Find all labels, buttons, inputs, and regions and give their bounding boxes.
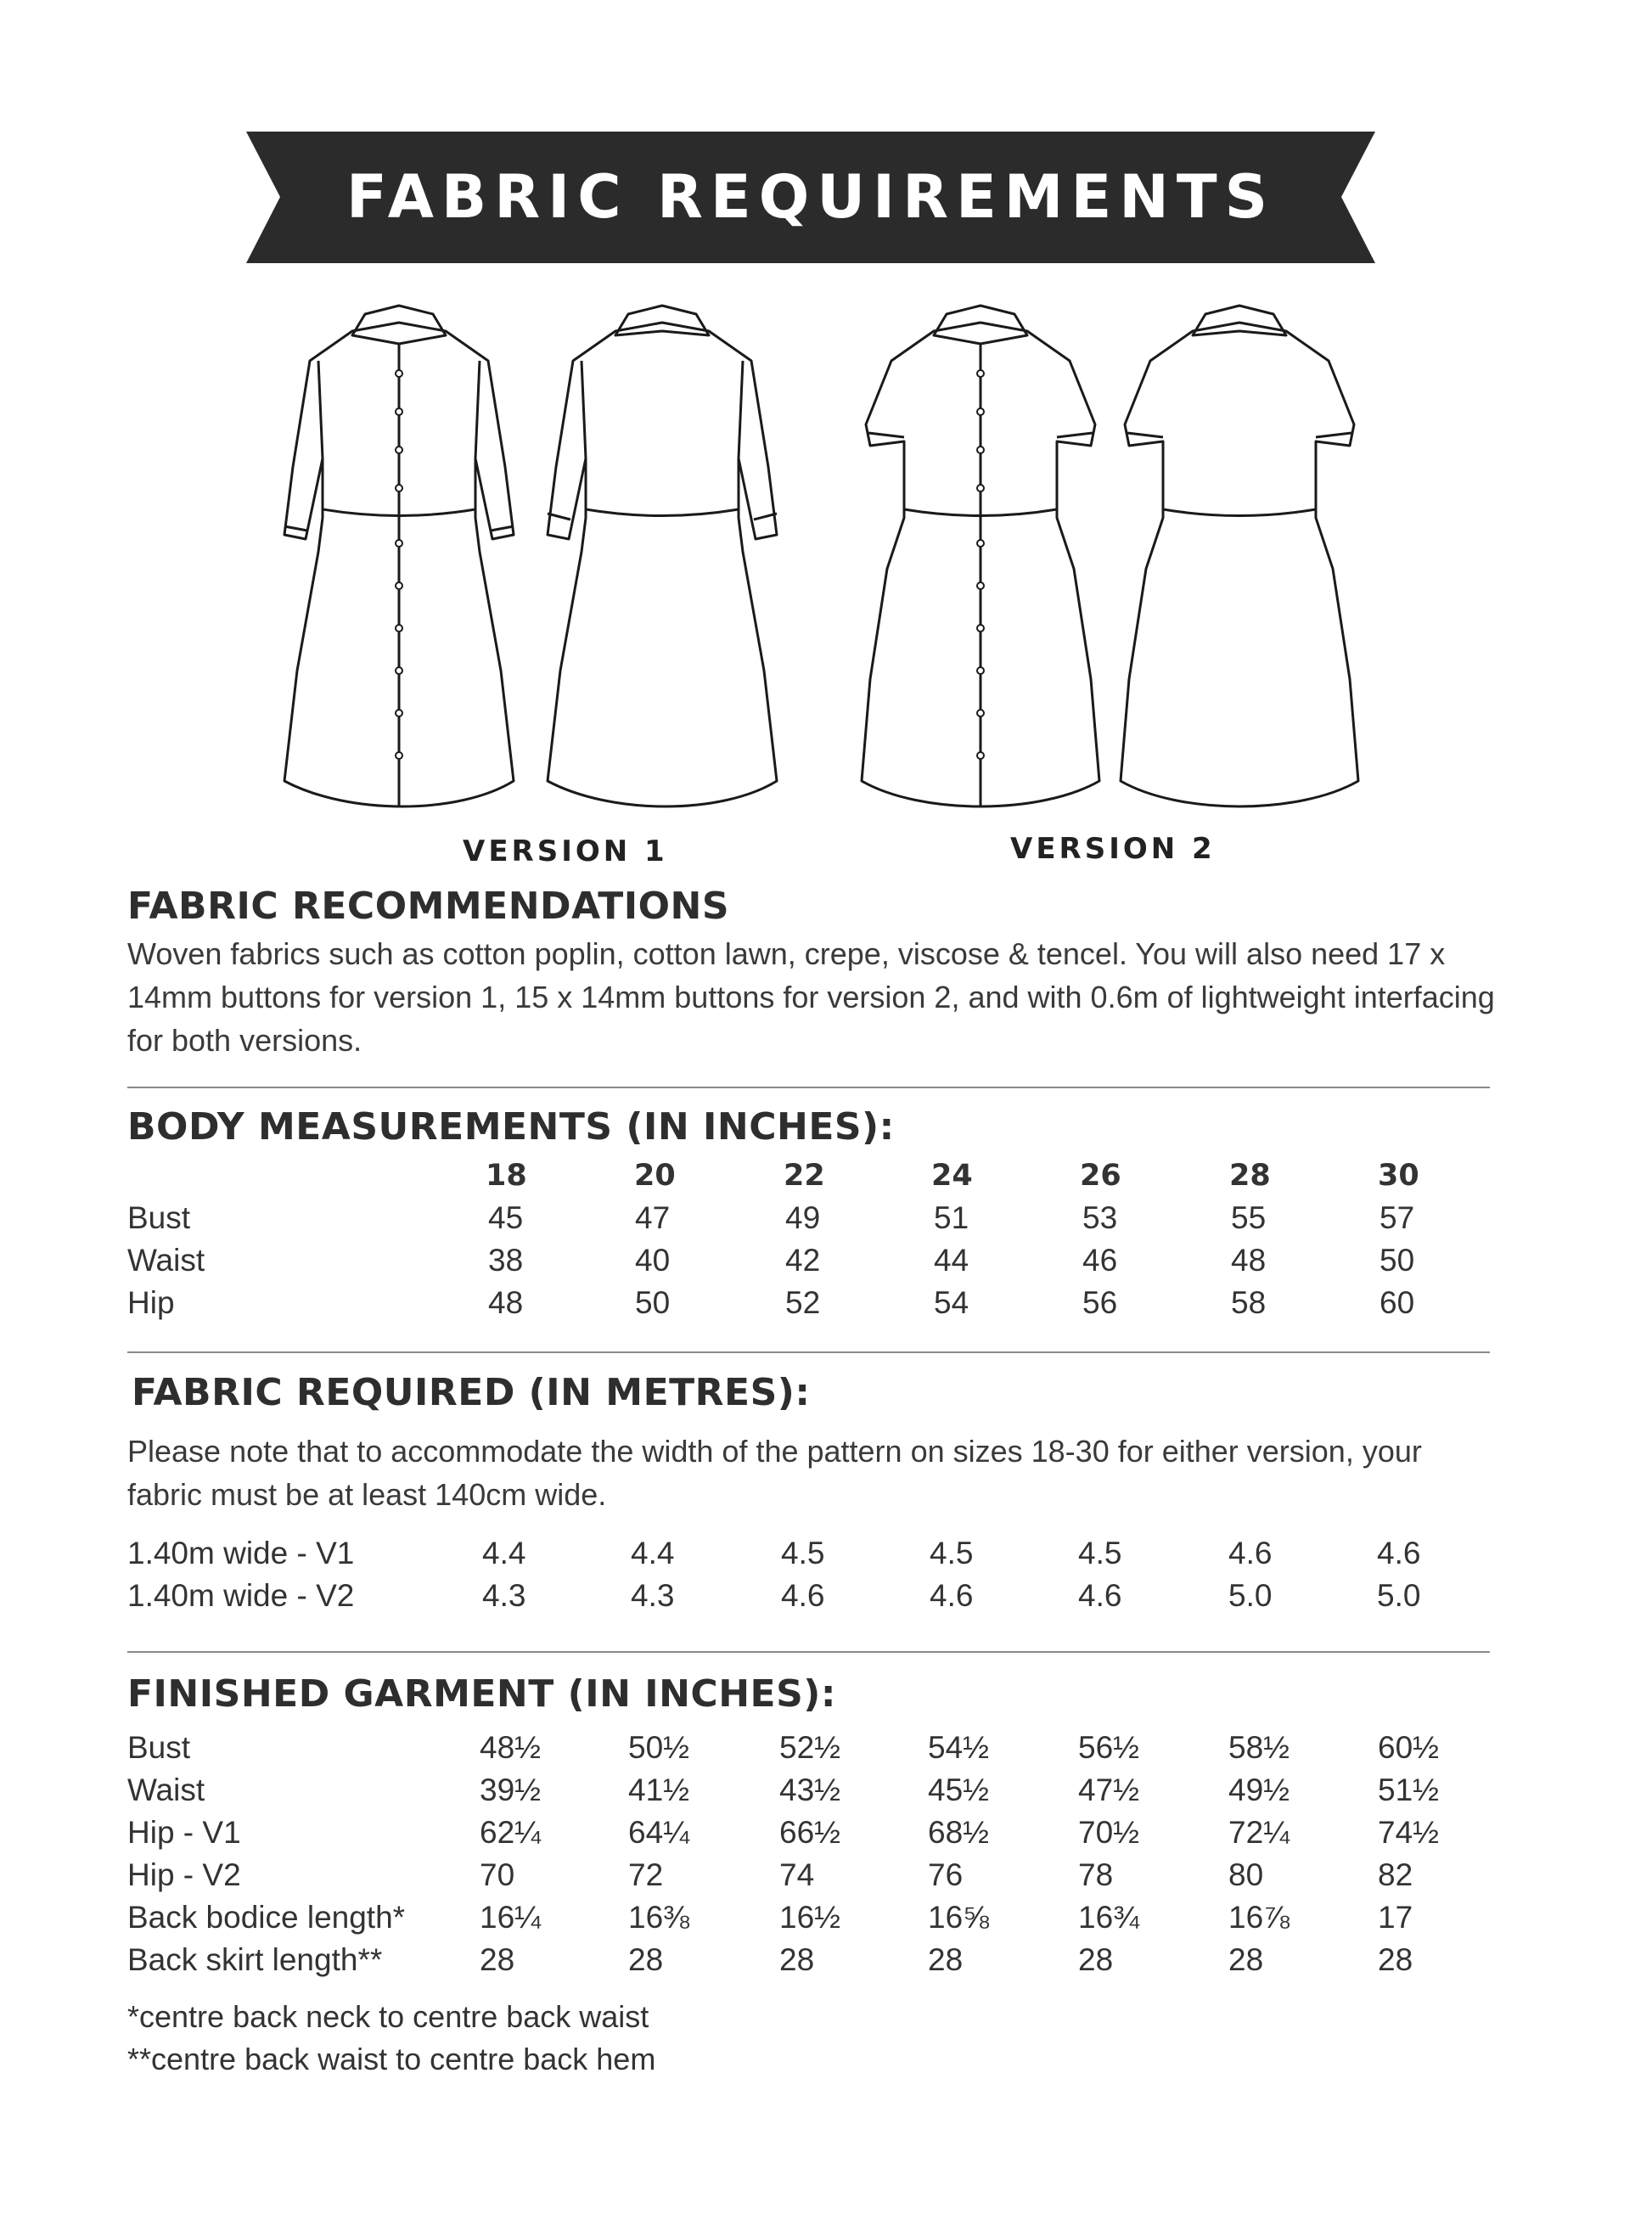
table-cell: 51 (934, 1200, 969, 1235)
table-cell: 48 (1231, 1243, 1267, 1278)
row-label: Hip - V1 (127, 1815, 241, 1850)
row-label: Hip (127, 1285, 175, 1320)
size-18: 18 (486, 1159, 527, 1193)
table-cell: 55 (1231, 1200, 1267, 1235)
table-cell: 74½ (1378, 1815, 1440, 1850)
table-row (0, 1942, 1652, 1985)
table-cell: 76 (928, 1857, 964, 1892)
page-title: FABRIC REQUIREMENTS (346, 162, 1276, 232)
table-row (0, 1536, 1652, 1578)
table-cell: 52½ (779, 1730, 841, 1765)
table-cell: 4.3 (631, 1578, 675, 1613)
table-cell: 50½ (628, 1730, 690, 1765)
table-cell: 16⅜ (628, 1900, 690, 1935)
table-cell: 28 (779, 1942, 815, 1977)
size-28: 28 (1229, 1159, 1271, 1193)
table-cell: 16¾ (1078, 1900, 1140, 1935)
table-cell: 28 (1228, 1942, 1264, 1977)
row-label: Waist (127, 1773, 205, 1807)
dress-v2-back-illustration (1112, 297, 1367, 832)
fabric-recommendations-text: Woven fabrics such as cotton poplin, cotton lawn, crepe, viscose & tencel. You will also need 17 x 14mm buttons for version 1, 15 x 14mm buttons for version 2, and with 0.6m of lightweight interfacing for both versions. (127, 936, 1495, 1058)
table-cell: 60½ (1378, 1730, 1440, 1765)
table-cell: 16⅞ (1228, 1900, 1290, 1935)
table-cell: 56 (1082, 1285, 1118, 1320)
table-row (0, 1773, 1652, 1815)
table-cell: 78 (1078, 1857, 1114, 1892)
table-cell: 47½ (1078, 1773, 1140, 1807)
table-cell: 38 (488, 1243, 524, 1278)
table-cell: 48½ (480, 1730, 542, 1765)
table-row (0, 1578, 1652, 1621)
row-label: Bust (127, 1200, 191, 1235)
dress-v1-front-illustration (272, 297, 526, 832)
footnote-bodice: *centre back neck to centre back waist (127, 1999, 649, 2034)
fabric-recommendations-heading: FABRIC RECOMMENDATIONS (127, 885, 730, 928)
table-cell: 28 (928, 1942, 964, 1977)
table-cell: 72¼ (1228, 1815, 1290, 1850)
table-cell: 62¼ (480, 1815, 542, 1850)
table-cell: 48 (488, 1285, 524, 1320)
footnote-skirt: **centre back waist to centre back hem (127, 2042, 656, 2076)
table-cell: 49½ (1228, 1773, 1290, 1807)
table-cell: 66½ (779, 1815, 841, 1850)
size-header-row (0, 1159, 1652, 1201)
table-cell: 4.4 (482, 1536, 526, 1570)
table-cell: 4.6 (1377, 1536, 1421, 1570)
table-cell: 44 (934, 1243, 969, 1278)
table-cell: 4.6 (781, 1578, 825, 1613)
table-cell: 58 (1231, 1285, 1267, 1320)
size-22: 22 (784, 1159, 825, 1193)
table-cell: 70 (480, 1857, 515, 1892)
table-cell: 56½ (1078, 1730, 1140, 1765)
table-cell: 50 (635, 1285, 671, 1320)
table-cell: 53 (1082, 1200, 1118, 1235)
table-cell: 4.6 (930, 1578, 974, 1613)
size-30: 30 (1378, 1159, 1419, 1193)
table-cell: 4.3 (482, 1578, 526, 1613)
table-cell: 46 (1082, 1243, 1118, 1278)
table-cell: 45½ (928, 1773, 990, 1807)
table-cell: 28 (628, 1942, 664, 1977)
table-cell: 58½ (1228, 1730, 1290, 1765)
row-label: Bust (127, 1730, 191, 1765)
table-cell: 41½ (628, 1773, 690, 1807)
table-row (0, 1285, 1652, 1328)
section-divider (127, 1087, 1490, 1088)
table-cell: 4.6 (1228, 1536, 1273, 1570)
table-cell: 16¼ (480, 1900, 542, 1935)
row-label: Hip - V2 (127, 1857, 241, 1892)
body-measurements-heading: BODY MEASUREMENTS (IN INCHES): (127, 1105, 895, 1149)
table-cell: 45 (488, 1200, 524, 1235)
section-divider (127, 1351, 1490, 1353)
table-cell: 28 (480, 1942, 515, 1977)
title-banner (246, 132, 1375, 263)
row-label: 1.40m wide - V1 (127, 1536, 355, 1570)
table-cell: 4.5 (781, 1536, 825, 1570)
table-cell: 64¼ (628, 1815, 690, 1850)
table-cell: 4.5 (930, 1536, 974, 1570)
table-cell: 4.6 (1078, 1578, 1122, 1613)
row-label: Back bodice length* (127, 1900, 406, 1935)
table-cell: 28 (1378, 1942, 1413, 1977)
table-row (0, 1857, 1652, 1900)
table-row (0, 1200, 1652, 1243)
table-cell: 54½ (928, 1730, 990, 1765)
fabric-width-note: Please note that to accommodate the width of the pattern on sizes 18-30 for either version, your fabric must be at least 140cm wide. (127, 1434, 1422, 1512)
dress-v1-back-illustration (535, 297, 789, 832)
row-label: Back skirt length** (127, 1942, 383, 1977)
table-cell: 16½ (779, 1900, 841, 1935)
table-cell: 4.5 (1078, 1536, 1122, 1570)
table-cell: 80 (1228, 1857, 1264, 1892)
table-cell: 39½ (480, 1773, 542, 1807)
size-20: 20 (634, 1159, 676, 1193)
section-divider (127, 1651, 1490, 1653)
row-label: Waist (127, 1243, 205, 1278)
version-2-label: VERSION 2 (1010, 832, 1216, 866)
table-cell: 47 (635, 1200, 671, 1235)
table-cell: 4.4 (631, 1536, 675, 1570)
table-cell: 5.0 (1228, 1578, 1273, 1613)
table-cell: 28 (1078, 1942, 1114, 1977)
table-cell: 5.0 (1377, 1578, 1421, 1613)
table-cell: 52 (785, 1285, 821, 1320)
table-cell: 82 (1378, 1857, 1413, 1892)
table-cell: 57 (1379, 1200, 1415, 1235)
table-cell: 54 (934, 1285, 969, 1320)
table-cell: 17 (1378, 1900, 1413, 1935)
row-label: 1.40m wide - V2 (127, 1578, 355, 1613)
table-row (0, 1815, 1652, 1857)
table-row (0, 1243, 1652, 1285)
size-26: 26 (1080, 1159, 1121, 1193)
table-cell: 43½ (779, 1773, 841, 1807)
table-cell: 68½ (928, 1815, 990, 1850)
table-cell: 16⅝ (928, 1900, 990, 1935)
version-1-label: VERSION 1 (463, 834, 668, 868)
table-cell: 50 (1379, 1243, 1415, 1278)
table-cell: 72 (628, 1857, 664, 1892)
table-cell: 51½ (1378, 1773, 1440, 1807)
table-cell: 60 (1379, 1285, 1415, 1320)
table-cell: 49 (785, 1200, 821, 1235)
finished-garment-heading: FINISHED GARMENT (IN INCHES): (127, 1672, 836, 1716)
table-row (0, 1900, 1652, 1942)
table-cell: 74 (779, 1857, 815, 1892)
size-24: 24 (931, 1159, 973, 1193)
dress-v2-front-illustration (853, 297, 1108, 832)
table-cell: 42 (785, 1243, 821, 1278)
fabric-required-heading: FABRIC REQUIRED (IN METRES): (132, 1371, 811, 1414)
table-cell: 40 (635, 1243, 671, 1278)
table-row (0, 1730, 1652, 1773)
table-cell: 70½ (1078, 1815, 1140, 1850)
